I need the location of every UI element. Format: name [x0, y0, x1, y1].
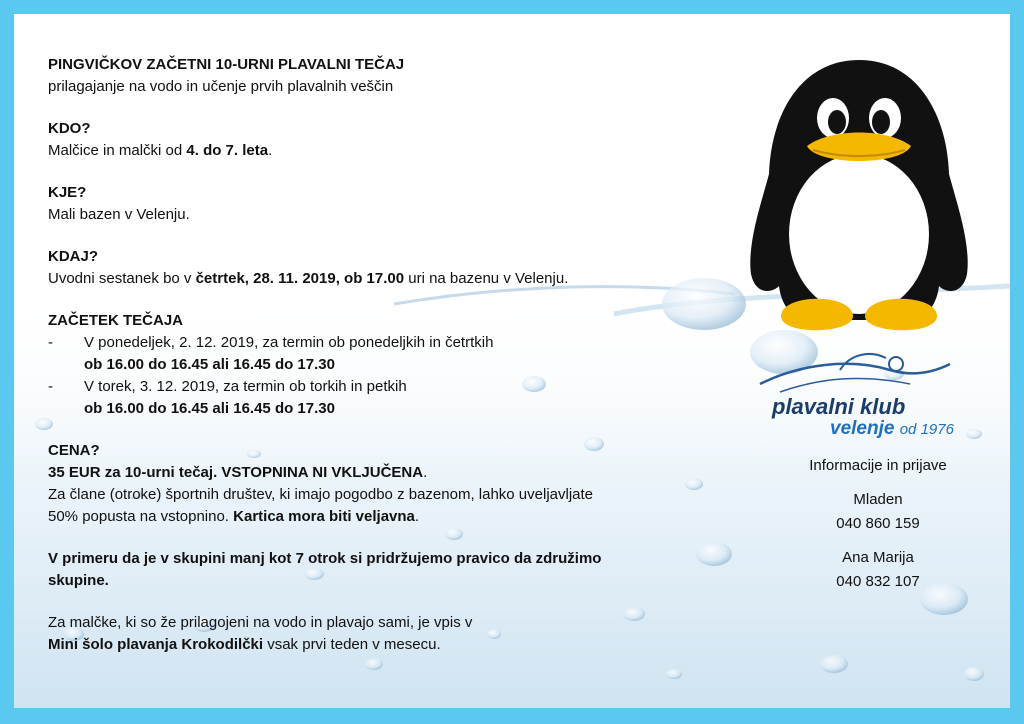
logo-line2: velenje od 1976	[830, 418, 954, 439]
zacetek-section	[48, 310, 688, 420]
flyer-text	[48, 54, 688, 676]
kje-text: Mali bazen v Velenju.	[48, 206, 190, 223]
price-line: 35 EUR za 10-urni tečaj. VSTOPNINA NI VKLJUČENA.	[48, 464, 428, 481]
contact-name: Mladen	[853, 491, 903, 508]
logo-line1: plavalni klub	[772, 394, 906, 419]
kdo-section	[48, 118, 688, 162]
kje-heading: KJE?	[48, 184, 87, 201]
discount-note: Za člane (otroke) športnih društev, ki imajo pogodbo z bazenom, lahko uveljavljate	[48, 486, 594, 503]
list-item: - V ponedeljek, 2. 12. 2019, za termin ob ponedeljkih in četrtkih ob 16.00 do 16.45 ali 16.45 do 17.30	[48, 334, 494, 373]
title-section	[48, 54, 688, 98]
contact-phone: 040 832 107	[836, 573, 920, 590]
cena-section	[48, 440, 688, 528]
kdaj-section	[48, 246, 688, 290]
group-note: V primeru da je v skupini manj kot 7 otrok si pridržujemo pravico da združimo skupine.	[48, 550, 602, 589]
contact-info	[764, 454, 992, 594]
kdaj-heading: KDAJ?	[48, 248, 99, 265]
list-item: - V torek, 3. 12. 2019, za termin ob torkih in petkih ob 16.00 do 16.45 ali 16.45 do 17.30	[48, 378, 407, 417]
penguin-illustration	[741, 54, 977, 344]
zacetek-heading: ZAČETEK TEČAJA	[48, 312, 184, 329]
kdo-text: Malčice in malčki od 4. do 7. leta.	[48, 142, 273, 159]
cena-heading: CENA?	[48, 442, 100, 459]
kje-section	[48, 182, 688, 226]
contact-heading: Informacije in prijave	[809, 457, 947, 474]
contact-name: Ana Marija	[842, 549, 914, 566]
page-title: PINGVIČKOV ZAČETNI 10-URNI PLAVALNI TEČAJ	[48, 56, 405, 73]
page-subtitle: prilagajanje na vodo in učenje prvih plavalnih veščin	[48, 78, 394, 95]
kdaj-text: Uvodni sestanek bo v četrtek, 28. 11. 2019, ob 17.00 uri na bazenu v Velenju.	[48, 270, 569, 287]
contact-phone: 040 860 159	[836, 515, 920, 532]
mini-school-note: Za malčke, ki so že prilagojeni na vodo in plavajo sami, je vpis v Mini šolo plavanja Krokodilčki vsak prvi teden v mesecu.	[48, 614, 473, 653]
kdo-heading: KDO?	[48, 120, 91, 137]
flyer-page	[14, 14, 1010, 708]
discount-note-2: 50% popusta na vstopnino. Kartica mora biti veljavna.	[48, 508, 420, 525]
